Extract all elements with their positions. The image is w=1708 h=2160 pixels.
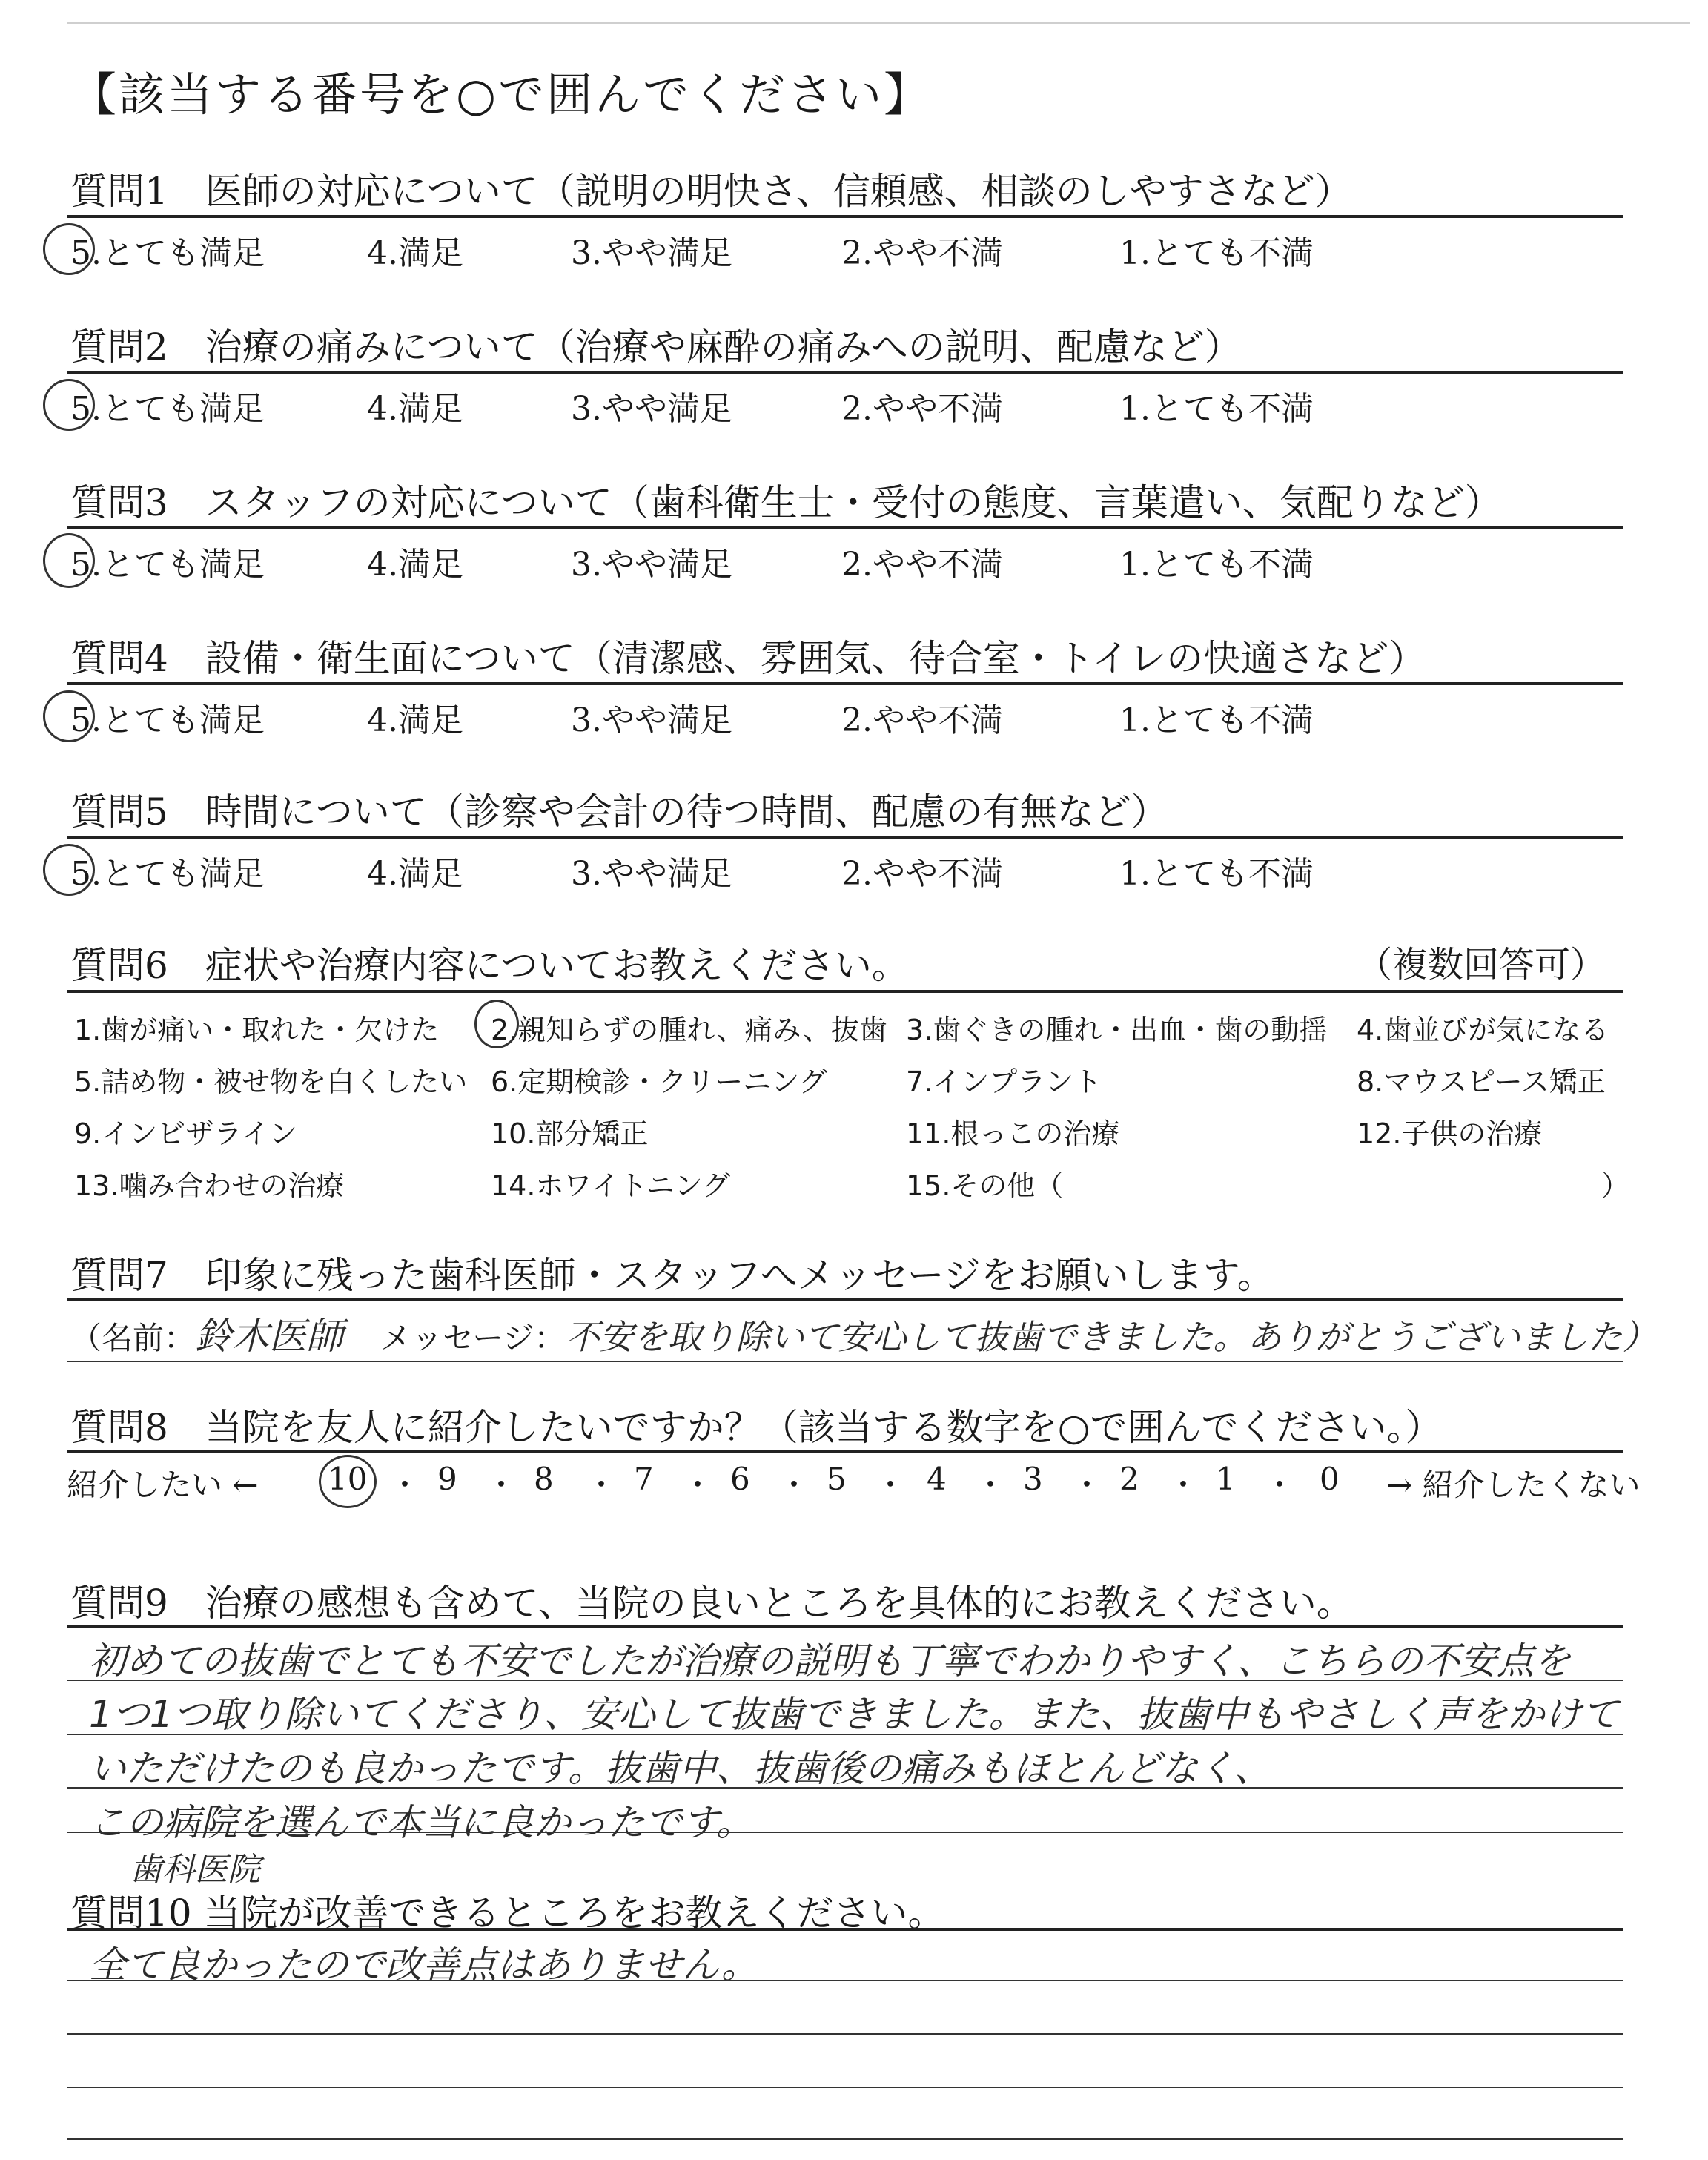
q2-option-3[interactable]: 3.やや満足 <box>571 390 732 428</box>
q3-option-4[interactable]: 4.満足 <box>367 546 463 584</box>
q9-writing-rule-1 <box>67 1680 1623 1681</box>
q9-writing-rule-4 <box>67 1832 1623 1833</box>
q10-rule <box>67 1928 1623 1931</box>
q8-separator: ・ <box>389 1467 421 1503</box>
q1-rule <box>67 215 1623 218</box>
q1-option-5[interactable]: 5.とても満足 <box>70 234 265 272</box>
q1-title: 質問1 医師の対応について（説明の明快さ、信頼感、相談のしやすさなど） <box>70 170 1352 213</box>
q6-option-2[interactable]: 2.親知らずの腫れ、痛み、抜歯 <box>491 1014 887 1046</box>
q1-rating-row <box>0 226 1708 271</box>
q8-scale-10[interactable]: 10 <box>328 1461 368 1497</box>
q10-writing-rule-1 <box>67 1980 1623 1981</box>
q6-option-3[interactable]: 3.歯ぐきの腫れ・出血・歯の動揺 <box>906 1014 1328 1046</box>
q6-option-5[interactable]: 5.詰め物・被せ物を白くしたい <box>74 1066 468 1098</box>
q8-separator: ・ <box>586 1467 618 1503</box>
q6-option-11[interactable]: 11.根っこの治療 <box>906 1117 1120 1150</box>
q10-title: 質問10 当院が改善できるところをお教えください。 <box>70 1892 945 1935</box>
q6-option-15[interactable]: 15.その他（ <box>906 1169 1064 1202</box>
q6-option-8[interactable]: 8.マウスピース矯正 <box>1357 1066 1606 1098</box>
page-top-border <box>67 22 1690 24</box>
q9-correction-note: 歯科医院 <box>130 1851 260 1889</box>
q5-rating-row <box>0 847 1708 891</box>
q3-option-2[interactable]: 2.やや不満 <box>841 546 1003 584</box>
q9-writing-rule-3 <box>67 1787 1623 1789</box>
q8-scale-9[interactable]: 9 <box>437 1461 457 1497</box>
q5-option-3[interactable]: 3.やや満足 <box>571 855 732 893</box>
q8-separator: ・ <box>1071 1467 1103 1503</box>
q7-bottom-rule <box>67 1361 1623 1362</box>
q2-rating-row <box>0 382 1708 426</box>
q8-scale-5[interactable]: 5 <box>827 1461 847 1497</box>
q9-answer-line-2[interactable]: 1つ1つ取り除いてくださり、安心して抜歯できました。また、抜歯中もやさしく声をかけて <box>89 1693 1619 1736</box>
q4-option-4[interactable]: 4.満足 <box>367 701 463 739</box>
q8-separator: ・ <box>1264 1467 1296 1503</box>
q7-title: 質問7 印象に残った歯科医師・スタッフへメッセージをお願いします。 <box>70 1254 1274 1297</box>
q8-left-label: 紹介したい ← <box>67 1467 259 1503</box>
q1-option-1[interactable]: 1.とても不満 <box>1119 234 1314 272</box>
q9-writing-rule-2 <box>67 1734 1623 1735</box>
q1-option-4[interactable]: 4.満足 <box>367 234 463 272</box>
q9-answer-line-4[interactable]: この病院を選んで本当に良かったです。 <box>89 1801 753 1844</box>
q4-option-2[interactable]: 2.やや不満 <box>841 701 1003 739</box>
q10-answer[interactable]: 全て良かったので改善点はありません。 <box>89 1943 758 1986</box>
q5-rule <box>67 836 1623 839</box>
q9-answer-line-3[interactable]: いただけたのも良かったです。抜歯中、抜歯後の痛みもほとんどなく、 <box>89 1747 1271 1790</box>
q3-rating-row <box>0 538 1708 582</box>
q6-option-13[interactable]: 13.噛み合わせの治療 <box>74 1169 345 1202</box>
q6-option-12[interactable]: 12.子供の治療 <box>1357 1117 1543 1150</box>
q7-answer-row <box>70 1307 1657 1360</box>
q2-option-1[interactable]: 1.とても不満 <box>1119 390 1314 428</box>
q8-separator: ・ <box>486 1467 517 1503</box>
q3-option-3[interactable]: 3.やや満足 <box>571 546 732 584</box>
q6-multiple-answer-note: （複数回答可） <box>1357 944 1606 985</box>
q7-name-label: （名前： <box>70 1320 196 1356</box>
q10-writing-rule-3 <box>67 2087 1623 2088</box>
q9-rule <box>67 1625 1623 1628</box>
q8-scale-6[interactable]: 6 <box>730 1461 750 1497</box>
q6-option-9[interactable]: 9.インビザライン <box>74 1117 298 1150</box>
q3-rule <box>67 526 1623 529</box>
q4-title: 質問4 設備・衛生面について（清潔感、雰囲気、待合室・トイレの快適さなど） <box>70 637 1426 680</box>
q4-rule <box>67 682 1623 685</box>
q8-scale-2[interactable]: 2 <box>1119 1461 1139 1497</box>
q6-option-1[interactable]: 1.歯が痛い・取れた・欠けた <box>74 1014 440 1046</box>
q5-option-2[interactable]: 2.やや不満 <box>841 855 1003 893</box>
q1-option-3[interactable]: 3.やや満足 <box>571 234 732 272</box>
q8-scale-4[interactable]: 4 <box>927 1461 947 1497</box>
q2-option-2[interactable]: 2.やや不満 <box>841 390 1003 428</box>
q5-option-1[interactable]: 1.とても不満 <box>1119 855 1314 893</box>
q8-scale-0[interactable]: 0 <box>1320 1461 1340 1497</box>
q6-title: 質問6 症状や治療内容についてお教えください。 <box>70 944 909 987</box>
q7-rule <box>67 1298 1623 1301</box>
q8-separator: ・ <box>682 1467 714 1503</box>
q6-rule <box>67 990 1623 993</box>
q2-title: 質問2 治療の痛みについて（治療や麻酔の痛みへの説明、配慮など） <box>70 326 1242 369</box>
q3-option-1[interactable]: 1.とても不満 <box>1119 546 1314 584</box>
q10-writing-rule-4 <box>67 2138 1623 2140</box>
q6-option-6[interactable]: 6.定期検診・クリーニング <box>491 1066 827 1098</box>
q5-option-5[interactable]: 5.とても満足 <box>70 855 265 893</box>
q8-separator: ・ <box>875 1467 907 1503</box>
q6-option-14[interactable]: 14.ホワイトニング <box>491 1169 731 1202</box>
q6-option-15-close-paren: ） <box>1601 1169 1630 1202</box>
q8-scale-1[interactable]: 1 <box>1216 1461 1236 1497</box>
q8-title: 質問8 当院を友人に紹介したいですか？（該当する数字を○で囲んでください。） <box>70 1406 1443 1449</box>
q8-separator: ・ <box>778 1467 810 1503</box>
q8-right-label: → 紹介したくない <box>1386 1467 1641 1503</box>
q8-scale-3[interactable]: 3 <box>1023 1461 1043 1497</box>
q2-option-5[interactable]: 5.とても満足 <box>70 390 265 428</box>
q8-scale-7[interactable]: 7 <box>634 1461 654 1497</box>
q6-option-7[interactable]: 7.インプラント <box>906 1066 1102 1098</box>
q7-name-value[interactable]: 鈴木医師 <box>195 1315 344 1358</box>
q7-message-label: メッセージ： <box>380 1320 566 1356</box>
q5-option-4[interactable]: 4.満足 <box>367 855 463 893</box>
q9-answer-line-1[interactable]: 初めての抜歯でとても不安でしたが治療の説明も丁寧でわかりやすく、こちらの不安点を <box>89 1639 1571 1682</box>
q9-title: 質問9 治療の感想も含めて、当院の良いところを具体的にお教えください。 <box>70 1582 1354 1625</box>
q4-rating-row <box>0 693 1708 738</box>
q2-option-4[interactable]: 4.満足 <box>367 390 463 428</box>
q4-option-1[interactable]: 1.とても不満 <box>1119 701 1314 739</box>
q8-separator: ・ <box>975 1467 1007 1503</box>
q10-writing-rule-2 <box>67 2033 1623 2035</box>
q6-option-4[interactable]: 4.歯並びが気になる <box>1357 1014 1609 1046</box>
q1-option-2[interactable]: 2.やや不満 <box>841 234 1003 272</box>
page-title: 【該当する番号を○で囲んでください】 <box>70 67 933 122</box>
q8-rule <box>67 1450 1623 1453</box>
q4-option-3[interactable]: 3.やや満足 <box>571 701 732 739</box>
q5-title: 質問5 時間について（診察や会計の待つ時間、配慮の有無など） <box>70 790 1168 833</box>
q3-title: 質問3 スタッフの対応について（歯科衛生士・受付の態度、言葉遣い、気配りなど） <box>70 481 1502 524</box>
q7-message-value[interactable]: 不安を取り除いて安心して抜歯できました。ありがとうございました） <box>565 1317 1657 1357</box>
q2-rule <box>67 371 1623 374</box>
q8-separator: ・ <box>1168 1467 1199 1503</box>
q3-option-5[interactable]: 5.とても満足 <box>70 546 265 584</box>
q8-scale-8[interactable]: 8 <box>534 1461 554 1497</box>
q4-option-5[interactable]: 5.とても満足 <box>70 701 265 739</box>
q6-option-10[interactable]: 10.部分矯正 <box>491 1117 649 1150</box>
